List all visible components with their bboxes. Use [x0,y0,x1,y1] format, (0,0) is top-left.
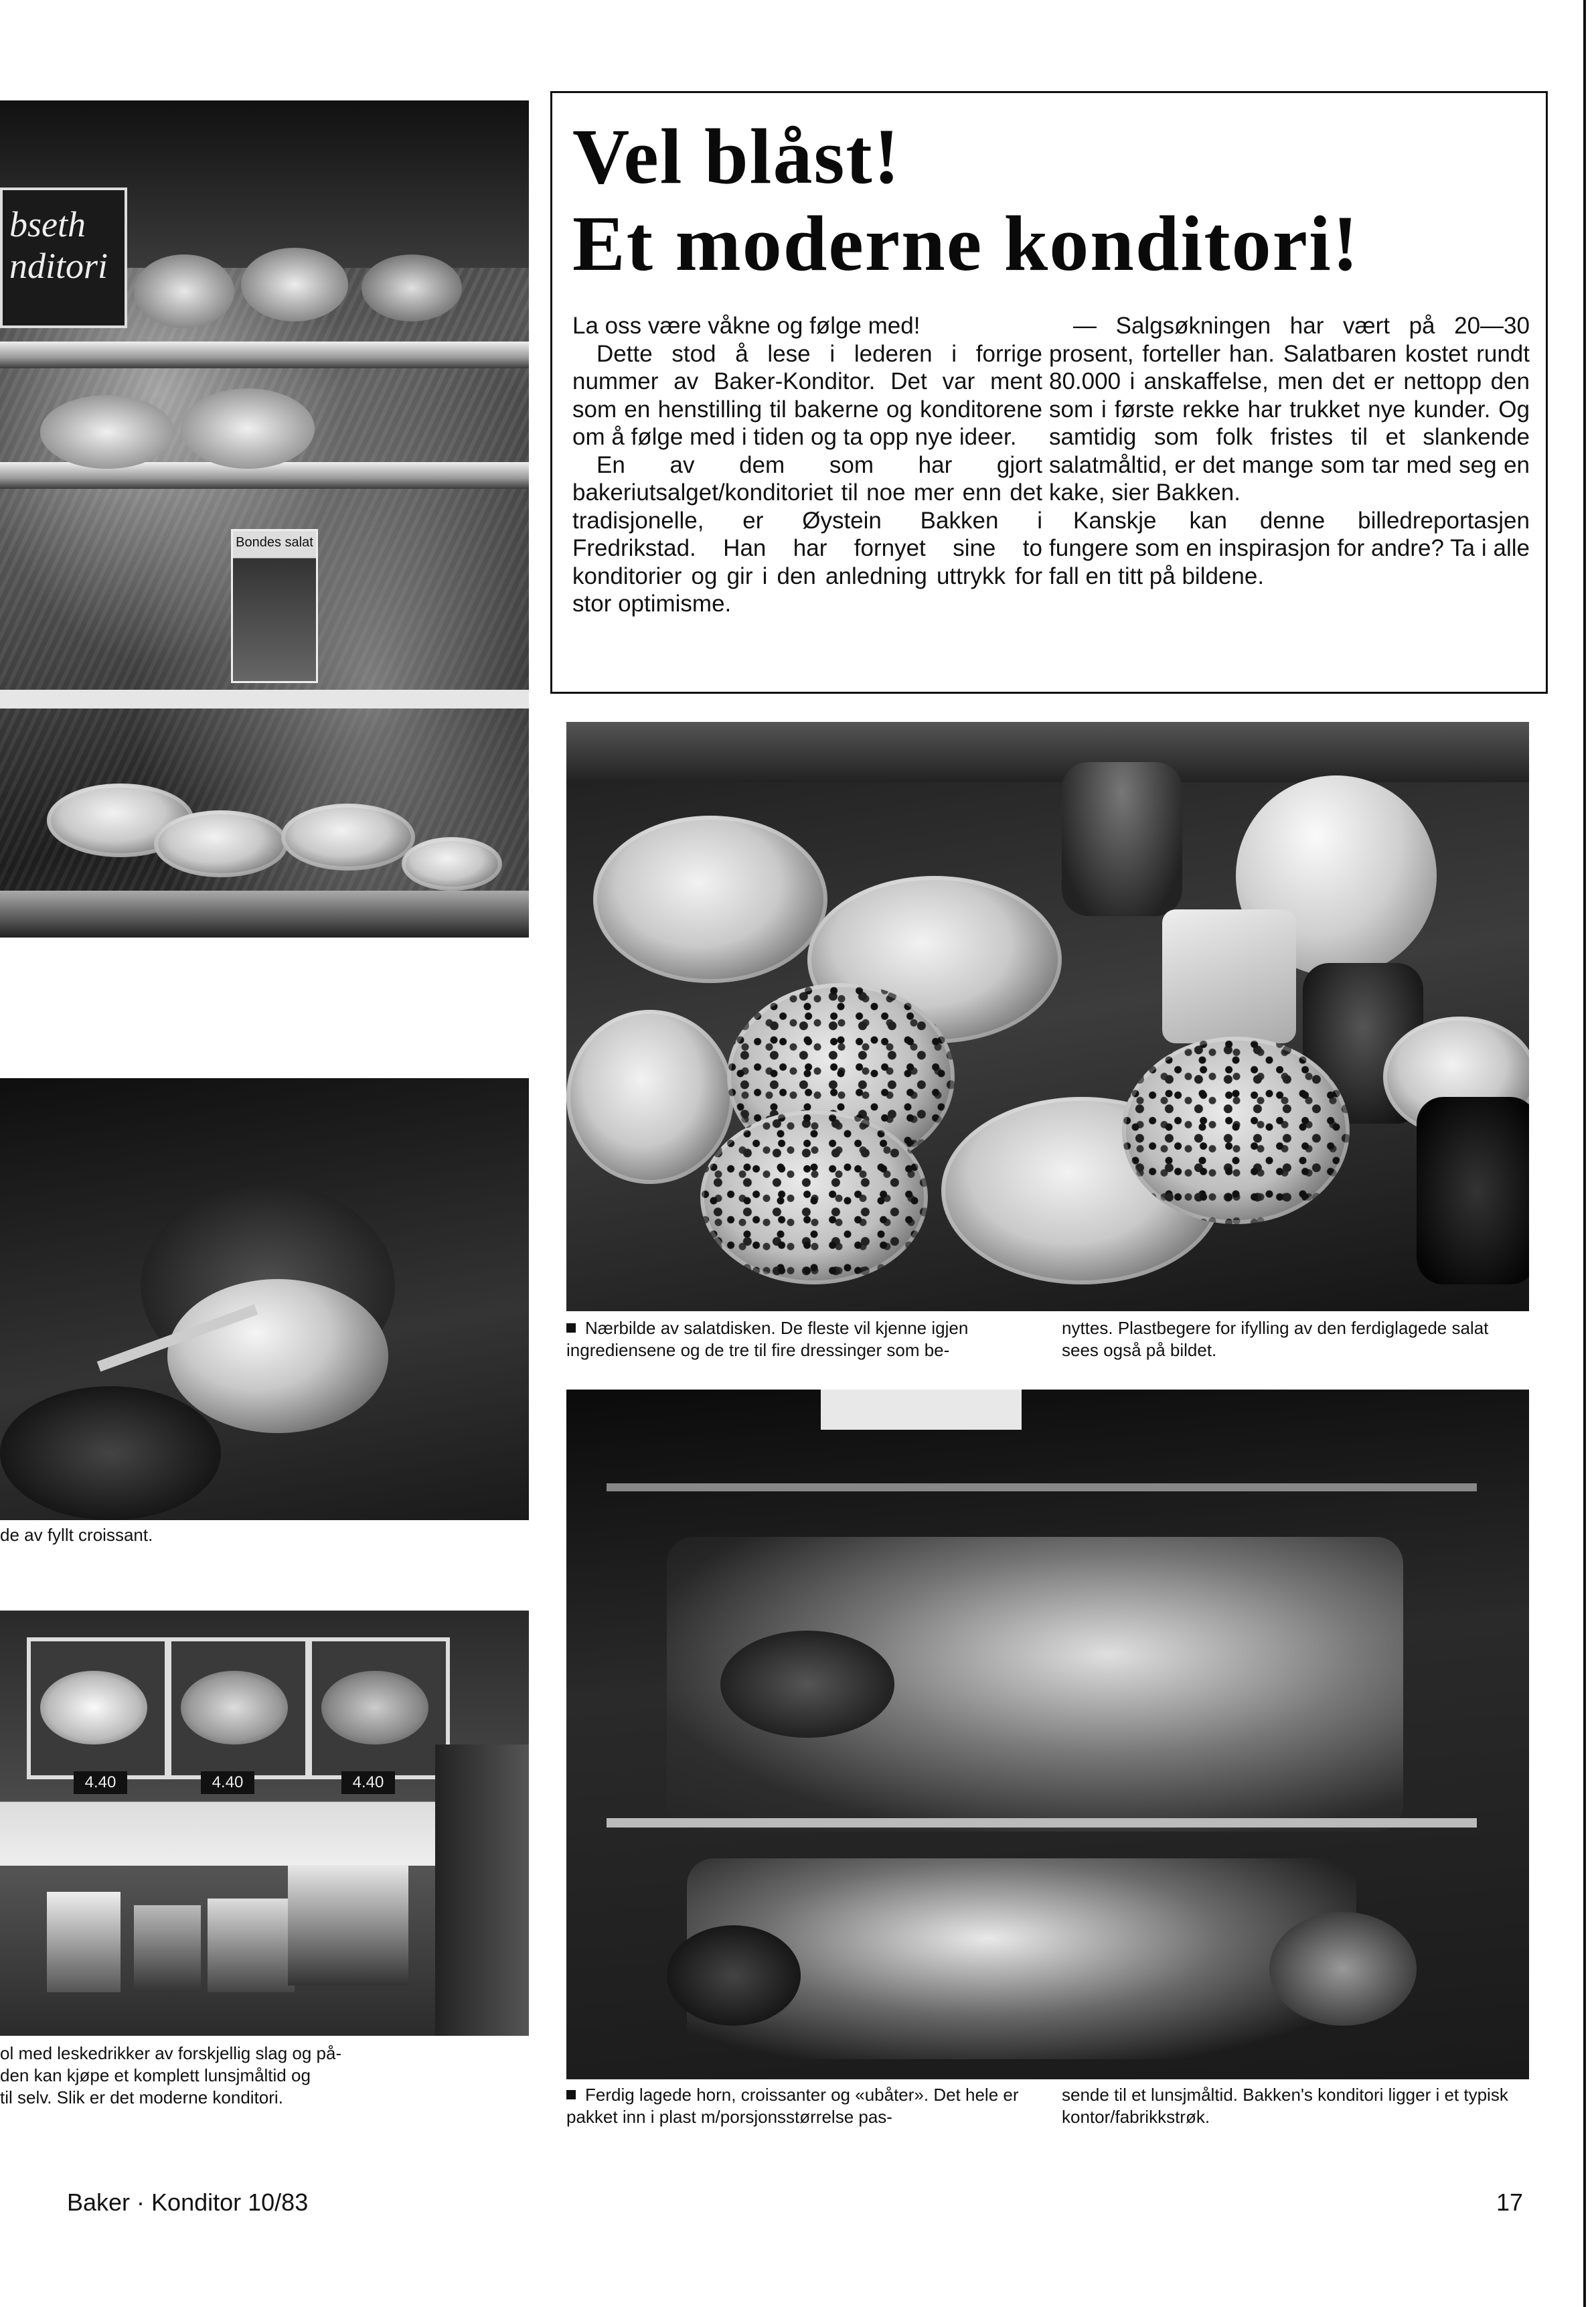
photo-display-counter [0,100,529,938]
footer-magazine: Baker · Konditor 10/83 [67,2188,309,2216]
price-tag: 4.40 [201,1771,254,1794]
salad-box-poster: Bondes salat [231,529,318,683]
column2-paragraph: Kanskje kan denne billedreportasjen fungere som en inspirasjon for andre? Ta i alle fall en titt på bildene. [1049,507,1530,589]
photo-packaged-pastries [566,1390,1529,2079]
headline-line2: Et moderne konditori! [572,200,1360,287]
headline-line1: Vel blåst! [572,113,901,200]
caption-salad-right: nyttes. Plastbegere for ifylling av den ferdiglagede salat sees også på bildet. [1062,1318,1489,1360]
article-box [550,91,1548,694]
article-column-2 [1049,312,1530,590]
caption-croissant: de av fyllt croissant. [0,1525,153,1545]
photo-cake-cooler [0,1611,529,2036]
column1-paragraph: La oss være våkne og følge med! [572,313,921,339]
article-column-1 [572,312,1042,618]
column1-paragraph: Dette stod å lese i lederen i forrige nummer av Baker-Konditor. Det var ment som en henstilling til bakerne og konditorene om å følge med i tiden og ta opp nye ideer. [572,340,1042,450]
footer-page-number: 17 [1496,2188,1524,2216]
caption-cooler-line: ol med leskedrikker av forskjellig slag og på- [0,2043,342,2063]
page-edge-rule [1583,0,1586,2307]
caption-cooler [0,2042,522,2109]
caption-horn-right: sende til et lunsjmåltid. Bakken's konditori ligger i et typisk kontor/fabrikkstrøk. [1062,2085,1508,2127]
photo-croissant [0,1078,529,1520]
caption-cooler-line: til selv. Slik er det moderne konditori. [0,2087,283,2107]
caption-cooler-line: den kan kjøpe et komplett lunsjmåltid og [0,2065,311,2085]
caption-bullet [566,2090,576,2099]
photo-salad-counter [566,722,1529,1311]
price-tag: 4.40 [341,1771,395,1794]
column2-paragraph: — Salgsøkningen har vært på 20—30 prosent, forteller han. Salatbaren kostet rundt 80.000 i anskaffelse, men det er nettopp den som i første rekke har trukket nye kunder. Og samtidig som folk fristes til et slankende salatmåltid, er det mange som tar med seg en kake, sier Bakken. [1049,313,1530,506]
caption-salad-left: Nærbilde av salatdisken. De fleste vil kjenne igjen ingrediensene og de tre til fire dressinger som be- [566,1318,969,1360]
column1-paragraph: En av dem som har gjort bakeriutsalget/konditoriet til noe mer enn det tradisjonelle, er Øystein Bakken i Fredrikstad. Han har fornyet sine to konditorier og gir i den anledning uttrykk for stor optimisme. [572,451,1042,617]
price-tag: 4.40 [74,1771,127,1794]
shop-sign: bseth nditori [0,188,127,328]
caption-horn-left: Ferdig lagede horn, croissanter og «ubåter». Det hele er pakket inn i plast m/porsjonsstørrelse pas- [566,2085,1019,2127]
caption-bullet [566,1323,576,1333]
